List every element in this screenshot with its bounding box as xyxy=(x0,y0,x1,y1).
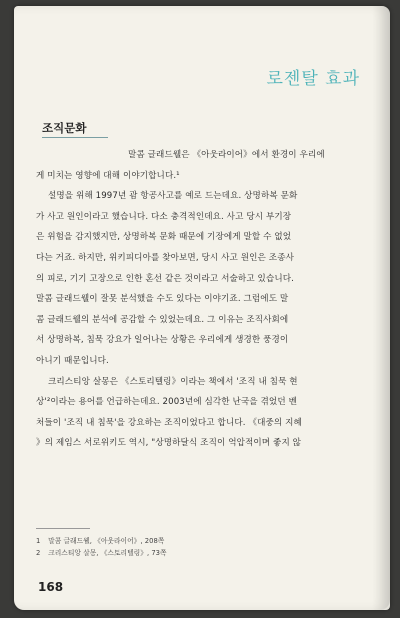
section-underline xyxy=(42,137,108,138)
footnotes xyxy=(36,535,356,559)
paragraph-intro xyxy=(36,145,366,186)
text-line: 아니기 때문입니다. xyxy=(36,355,109,366)
paragraph-guam-accident xyxy=(36,186,366,371)
text-line: 말콤 글래드웰은 《아웃라이어》에서 환경이 우리에 xyxy=(128,150,325,160)
text-line: 말콤 글래드웰이 잘못 분석했을 수도 있다는 이야기죠. 그럼에도 말 xyxy=(36,294,289,305)
footnote-number: 1 xyxy=(36,537,41,545)
footnote-divider xyxy=(36,528,90,529)
text-line: 크리스티앙 살몽은 《스토리텔링》이라는 책에서 '조직 내 침묵 현 xyxy=(48,376,298,387)
text-line: 서 상명하복, 침묵 강요가 일어나는 상황은 우리에게 생경한 풍경이 xyxy=(36,335,289,346)
footnote-text: 크리스티앙 살몽, 《스토리텔링》, 73쪽 xyxy=(48,549,167,557)
text-line: 》의 제임스 서로위키도 역시, "상명하달식 조직이 억압적이며 좋지 않 xyxy=(36,438,302,449)
book-page xyxy=(14,6,390,610)
text-line: 게 미치는 영향에 대해 이야기합니다.¹ xyxy=(36,170,180,181)
text-line: 상'²이라는 용어를 언급하는데요. 2003년에 심각한 난국을 겪었던 벤 xyxy=(36,397,297,408)
text-line: 의 피로, 기기 고장으로 인한 혼선 같은 것이라고 서술하고 있습니다. xyxy=(36,273,294,284)
page-number: 168 xyxy=(38,580,64,594)
footnote-item xyxy=(36,547,356,559)
section-heading: 조직문화 xyxy=(42,121,87,135)
text-line: 처들이 '조직 내 침묵'을 강요하는 조직이었다고 합니다. 《대중의 지혜 xyxy=(36,417,302,428)
text-line: 콤 글래드웰의 분석에 공감할 수 있었는데요. 그 이유는 조직사회에 xyxy=(36,314,289,325)
text-line: 다는 거죠. 하지만, 위키피디아를 찾아보면, 당시 사고 원인은 조종사 xyxy=(36,252,294,263)
page-edge-shadow xyxy=(372,6,390,610)
body-text xyxy=(36,145,366,454)
footnote-text: 말콤 글래드웰, 《아웃라이어》, 208쪽 xyxy=(48,537,165,545)
paragraph-storytelling xyxy=(36,372,366,454)
text-line: 가 사고 원인이라고 했습니다. 다소 충격적인데요. 사고 당시 부기장 xyxy=(36,211,292,222)
footnote-item xyxy=(36,535,356,547)
text-line: 설명을 위해 1997년 괌 항공사고를 예로 드는데요. 상명하복 문화 xyxy=(48,191,298,202)
text-line: 은 위험을 감지했지만, 상명하복 문화 때문에 기장에게 말할 수 없었 xyxy=(36,232,292,243)
footnote-number: 2 xyxy=(36,549,41,557)
chapter-title: 로젠탈 효과 xyxy=(266,69,360,89)
